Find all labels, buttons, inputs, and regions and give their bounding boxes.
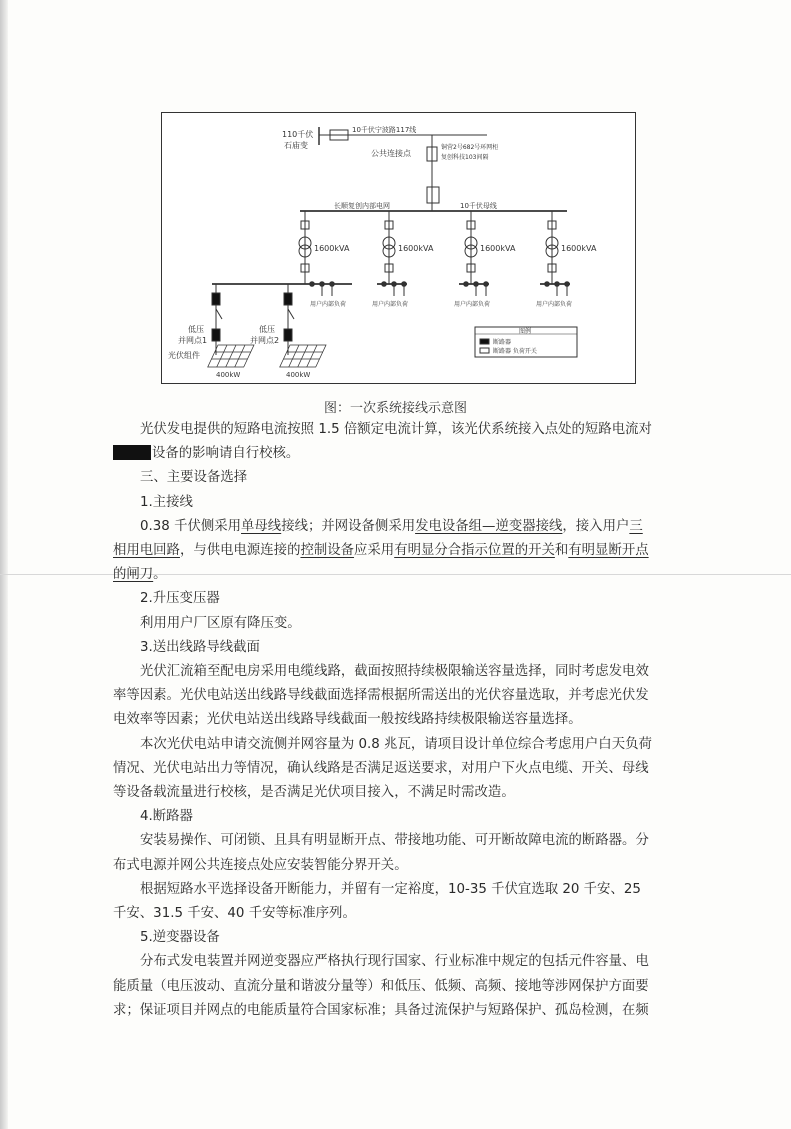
inverter-line-3: 求；保证项目并网点的电能质量符合国家标准；具备过流保护与短路保护、孤岛检测，在频 xyxy=(113,1002,649,1018)
load-label-4: 用户内部负荷 xyxy=(536,301,573,308)
scan-edge xyxy=(0,0,8,1129)
subheading-inverter: 5.逆变器设备 xyxy=(140,930,220,946)
pv-1-capacity: 400kW xyxy=(216,371,241,379)
breaker-line-1: 安装易操作、可闭锁、且具有明显断开点、带接地功能、可开断故障电流的断路器。分 xyxy=(140,833,649,849)
lv-point-2-line2: 并网点2 xyxy=(250,336,280,345)
internal-grid-label: 长顺复创内部电网 xyxy=(334,202,390,210)
breaking-capacity-line-1: 根据短路水平选择设备开断能力，并留有一定裕度，10-35 千伏宜选取 20 千安、25 xyxy=(140,881,641,897)
transformer-1-label: 1600kVA xyxy=(314,244,350,253)
load-label-2: 用户内部负荷 xyxy=(372,301,409,308)
line-label: 10千伏宁波路117线 xyxy=(352,126,417,134)
pcc-label: 公共连接点 xyxy=(371,149,411,158)
main-wiring-line-2: 相用电回路，与供电电源连接的控制设备应采用有明显分合指示位置的开关和有明显断开点 xyxy=(113,543,649,559)
inverter-line-1: 分布式发电装置并网逆变器应严格执行现行国家、行业标准中规定的包括元件容量、电 xyxy=(140,954,649,970)
load-label-3: 用户内部负荷 xyxy=(454,301,491,308)
single-line-diagram xyxy=(161,112,636,384)
source-label-2: 石庙变 xyxy=(284,141,308,150)
conductor-line-2: 率等因素。光伏电站送出线路导线截面选择需根据所需送出的光伏容量选取，并考虑光伏发 xyxy=(113,688,649,704)
subheading-transformer: 2.升压变压器 xyxy=(140,591,220,607)
capacity-line-2: 情况、光伏电站出力等情况，确认线路是否满足返送要求，对用户下火点电缆、开关、母线 xyxy=(113,760,649,776)
transformer-text: 利用用户厂区原有降压变。 xyxy=(140,615,301,631)
legend-switch: 断路器 负荷开关 xyxy=(493,348,537,355)
inverter-line-2: 能质量（电压波动、直流分量和谐波分量等）和低压、低频、高频、接地等涉网保护方面要 xyxy=(113,978,649,994)
lv-point-1-line1: 低压 xyxy=(188,325,204,334)
transformer-2-label: 1600kVA xyxy=(398,244,434,253)
source-label-1: 110千伏 xyxy=(282,130,314,139)
load-label-1: 用户内部负荷 xyxy=(310,301,347,308)
conductor-line-3: 电效率等因素；光伏电站送出线路导线截面一般按线路持续极限输送容量选择。 xyxy=(113,712,582,728)
redaction-block xyxy=(113,445,151,460)
lv-point-1-line2: 并网点1 xyxy=(178,336,208,345)
section-heading: 三、主要设备选择 xyxy=(140,470,248,486)
legend-title: 图例 xyxy=(519,328,532,335)
intro-line-2: 设备的影响请自行校核。 xyxy=(113,442,673,466)
main-wiring-line-1: 0.38 千伏侧采用单母线接线；并网设备侧采用发电设备组—逆变器接线，接入用户三 xyxy=(140,518,643,534)
breaking-capacity-line-2: 千安、31.5 千安、40 千安等标准序列。 xyxy=(113,906,356,922)
document-body xyxy=(113,418,673,1023)
figure-caption: 图：一次系统接线示意图 xyxy=(323,401,467,416)
branch-label-2: 复创科技103间隔 xyxy=(441,154,489,161)
capacity-line-1: 本次光伏电站申请交流侧并网容量为 0.8 兆瓦，请项目设计单位综合考虑用户白天负荷 xyxy=(140,736,652,752)
capacity-line-3: 等设备载流量进行校核，是否满足光伏项目接入，不满足时需改造。 xyxy=(113,785,515,801)
subheading-conductor: 3.送出线路导线截面 xyxy=(140,639,260,655)
subheading-breaker: 4.断路器 xyxy=(140,809,193,825)
main-wiring-line-3: 的闸刀。 xyxy=(113,567,167,583)
pv-2-capacity: 400kW xyxy=(286,371,311,379)
breaker-line-2: 布式电源并网公共连接点处应安装智能分界开关。 xyxy=(113,857,408,873)
pv-label: 光伏组件 xyxy=(168,351,200,360)
branch-label-1: 铜营2号682号环网柜 xyxy=(441,144,499,151)
transformer-3-label: 1600kVA xyxy=(480,244,516,253)
subheading-main-wiring: 1.主接线 xyxy=(140,494,193,510)
intro-line-1: 光伏发电提供的短路电流按照 1.5 倍额定电流计算，该光伏系统接入点处的短路电流对 xyxy=(140,422,652,437)
lv-point-2-line1: 低压 xyxy=(259,325,275,334)
conductor-line-1: 光伏汇流箱至配电房采用电缆线路，截面按照持续极限输送容量选择，同时考虑发电效 xyxy=(140,664,649,680)
legend-breaker: 断路器 xyxy=(493,339,512,346)
bus-label: 10千伏母线 xyxy=(460,202,497,210)
transformer-4-label: 1600kVA xyxy=(561,244,597,253)
